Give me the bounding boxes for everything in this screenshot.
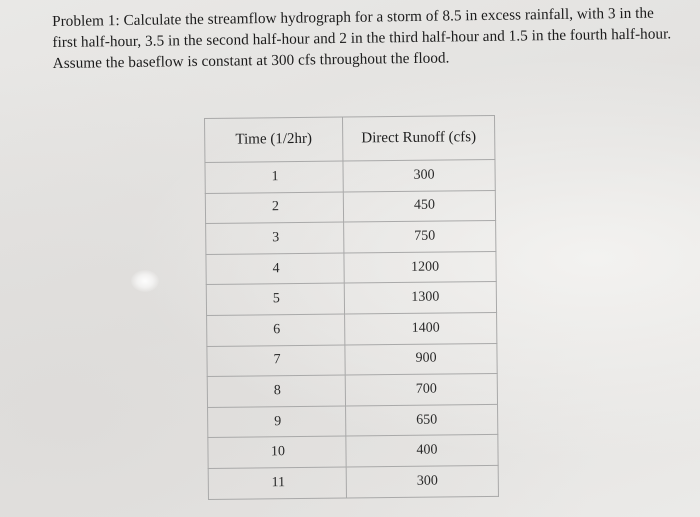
time-cell: 4 [206, 253, 344, 285]
runoff-column-header: Direct Runoff (cfs) [342, 115, 494, 161]
runoff-cell: 900 [345, 343, 497, 375]
table-row [207, 343, 497, 377]
time-cell: 6 [207, 314, 345, 346]
runoff-cell: 300 [343, 159, 495, 191]
runoff-table [204, 115, 499, 500]
table-row [205, 159, 495, 193]
table-row [205, 190, 495, 224]
problem-statement: Problem 1: Calculate the streamflow hydrograph for a storm of 8.5 in excess rainfall, with 3 in the first half-hour, 3.5 in the second half-hour and 2 in the third half-hour and 1.5 in the fourth half-hour. Assume the baseflow is constant at 300 cfs throughout the flood. [52, 4, 672, 72]
time-cell: 11 [208, 467, 346, 499]
table-row [207, 312, 497, 346]
table-row [206, 251, 496, 285]
time-cell: 8 [207, 375, 345, 407]
runoff-cell: 400 [346, 435, 498, 467]
table-row [208, 465, 498, 499]
runoff-cell: 300 [346, 465, 498, 497]
time-cell: 10 [208, 436, 346, 468]
time-cell: 9 [208, 406, 346, 438]
time-cell: 7 [207, 345, 345, 377]
table-row [207, 374, 497, 408]
runoff-cell: 700 [345, 374, 497, 406]
runoff-cell: 1300 [344, 282, 496, 314]
light-glare [131, 270, 159, 292]
table-row [208, 435, 498, 469]
time-cell: 5 [206, 283, 344, 315]
time-cell: 1 [205, 161, 343, 193]
time-cell: 3 [206, 222, 344, 254]
runoff-cell: 750 [344, 221, 496, 253]
runoff-cell: 450 [343, 190, 495, 222]
runoff-table-container [204, 115, 499, 500]
runoff-cell: 650 [346, 404, 498, 436]
runoff-cell: 1200 [344, 251, 496, 283]
runoff-cell: 1400 [345, 312, 497, 344]
table-header-row [205, 115, 495, 162]
time-column-header: Time (1/2hr) [205, 117, 343, 162]
table-row [206, 221, 496, 255]
time-cell: 2 [205, 192, 343, 224]
table-row [208, 404, 498, 438]
table-row [206, 282, 496, 316]
